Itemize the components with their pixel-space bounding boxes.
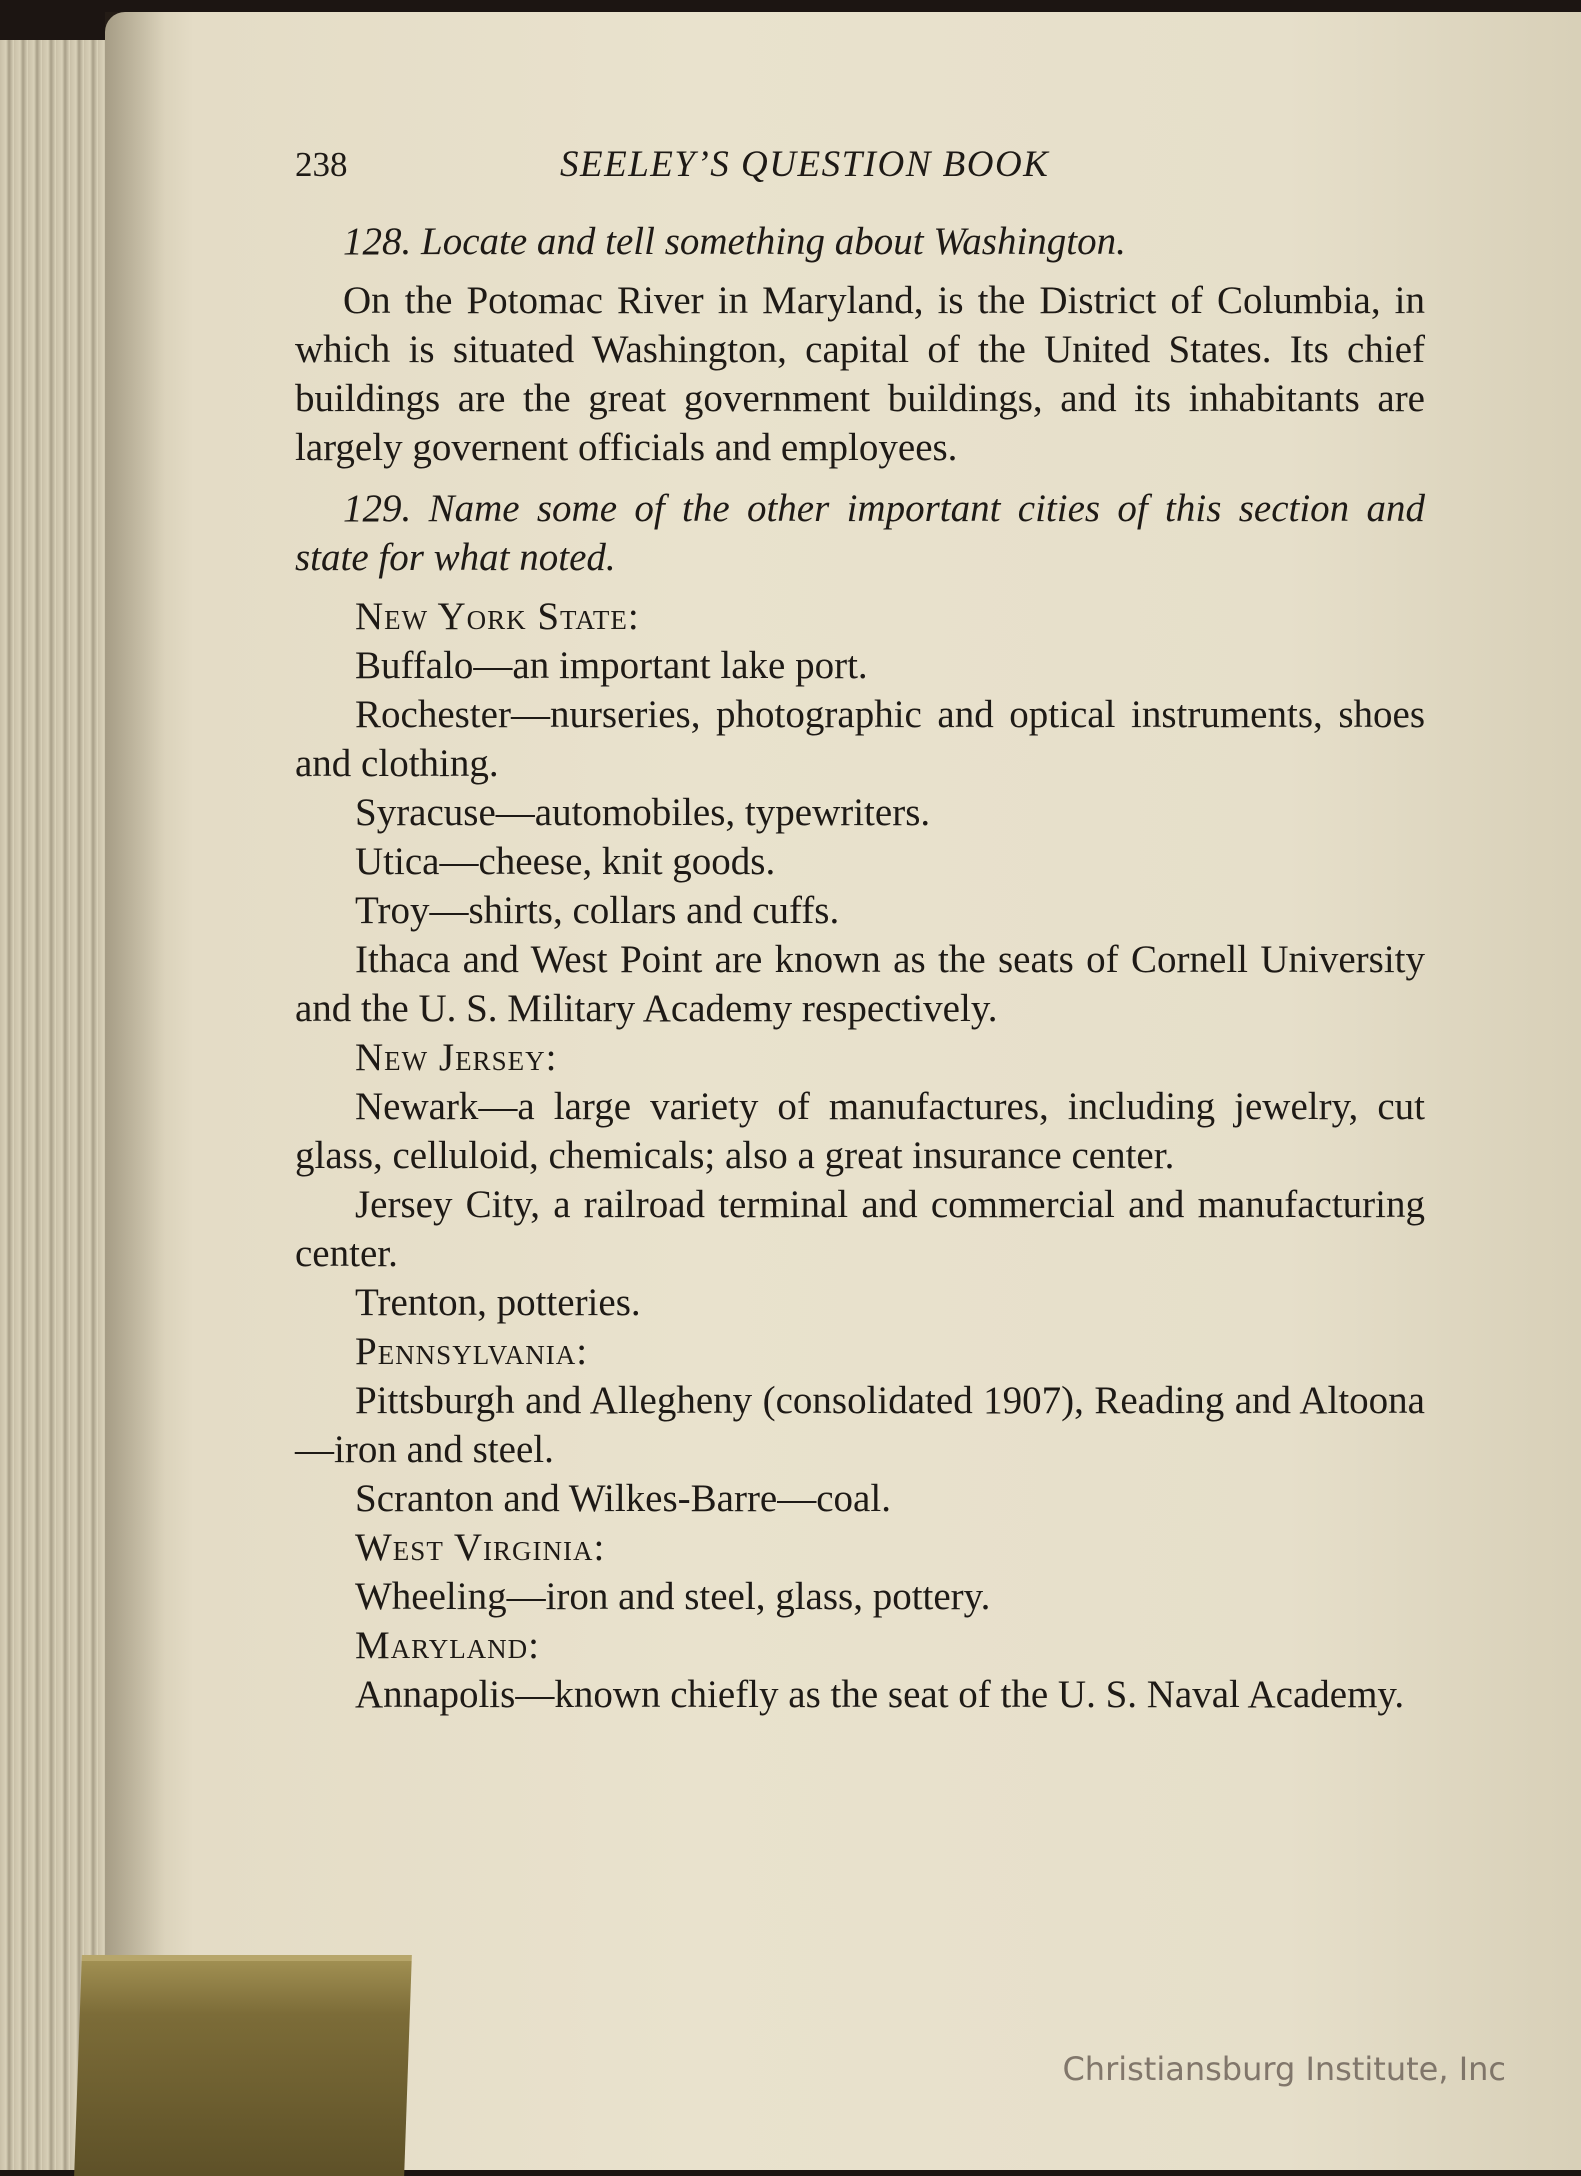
answer-128: On the Potomac River in Maryland, is the District of Columbia, in which is situated Washington, capital of the United States. Its chief buildings are the great government buildings, and its inhabitants are largely governent officials and employees. — [295, 279, 1425, 469]
state-heading-pennsylvania: Pennsylvania: — [355, 1330, 589, 1373]
brass-bookmark — [74, 1955, 412, 2176]
state-heading-west-virginia: West Virginia: — [355, 1526, 606, 1569]
city-entry: Utica—cheese, knit goods. — [355, 840, 776, 883]
page-number: 238 — [295, 145, 348, 184]
state-heading-new-jersey: New Jersey: — [355, 1036, 558, 1079]
watermark: Christiansburg Institute, Inc — [1062, 2050, 1506, 2088]
city-entry: Syracuse—automobiles, typewriters. — [355, 791, 931, 834]
city-entry: Troy—shirts, collars and cuffs. — [355, 889, 840, 932]
question-129: 129. Name some of the other important cities of this section and state for what noted. — [295, 487, 1425, 579]
city-entry: Jersey City, a railroad terminal and commercial and manufacturing center. — [295, 1183, 1425, 1275]
city-entry: Newark—a large variety of manufactures, including jewelry, cut glass, celluloid, chemicals; also a great insurance center. — [295, 1085, 1425, 1177]
city-entry: Scranton and Wilkes-Barre—coal. — [355, 1477, 891, 1520]
city-entry: Trenton, potteries. — [355, 1281, 641, 1324]
question-128: 128. Locate and tell something about Washington. — [343, 220, 1126, 263]
city-entry: Buffalo—an important lake port. — [355, 644, 868, 687]
binding-shadow — [105, 12, 165, 2170]
city-entry: Annapolis—known chiefly as the seat of the U. S. Naval Academy. — [355, 1673, 1405, 1716]
state-heading-new-york: New York State: — [355, 595, 640, 638]
city-entry: Pittsburgh and Allegheny (consolidated 1907), Reading and Altoona—iron and steel. — [295, 1379, 1425, 1471]
running-head: SEELEY’S QUESTION BOOK — [560, 144, 1050, 185]
city-entry: Ithaca and West Point are known as the seats of Cornell University and the U. S. Military Academy respectively. — [295, 938, 1425, 1030]
city-entry: Wheeling—iron and steel, glass, pottery. — [355, 1575, 991, 1618]
page-text — [295, 140, 1425, 1719]
page-header — [295, 140, 1425, 189]
city-entry: Rochester—nurseries, photographic and optical instruments, shoes and clothing. — [295, 693, 1425, 785]
state-heading-maryland: Maryland: — [355, 1624, 541, 1667]
